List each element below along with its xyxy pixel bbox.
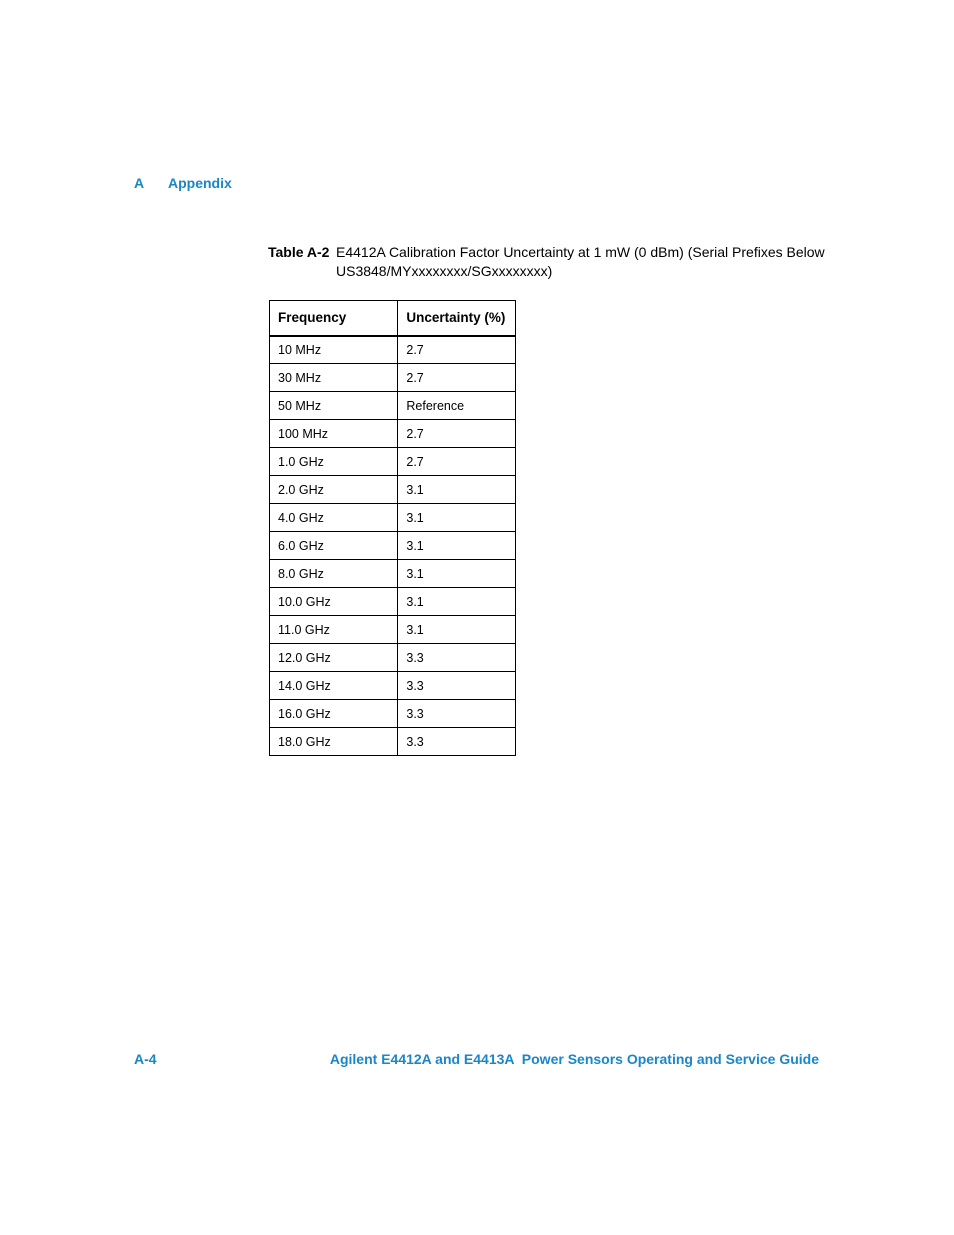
- uncertainty-cell: 3.1: [398, 588, 516, 616]
- uncertainty-cell: 3.3: [398, 672, 516, 700]
- frequency-cell: 50 MHz: [270, 392, 398, 420]
- table-body: [270, 336, 516, 756]
- table-row: [270, 644, 516, 672]
- uncertainty-cell: 2.7: [398, 448, 516, 476]
- table-title-line-1: E4412A Calibration Factor Uncertainty at 1 mW (0 dBm) (Serial Prefixes Below: [336, 244, 825, 260]
- frequency-cell: 14.0 GHz: [270, 672, 398, 700]
- uncertainty-cell: 2.7: [398, 364, 516, 392]
- table-title-line-2: US3848/MYxxxxxxxx/SGxxxxxxxx): [336, 263, 553, 279]
- column-header-uncertainty: Uncertainty (%): [398, 301, 516, 336]
- table-row: [270, 616, 516, 644]
- uncertainty-cell: 2.7: [398, 420, 516, 448]
- calibration-uncertainty-table: [269, 300, 516, 756]
- uncertainty-cell: Reference: [398, 392, 516, 420]
- table-number: Table A-2: [268, 244, 330, 260]
- uncertainty-cell: 3.3: [398, 728, 516, 756]
- table-row: [270, 504, 516, 532]
- table-row: [270, 728, 516, 756]
- uncertainty-cell: 3.3: [398, 644, 516, 672]
- table-row: [270, 560, 516, 588]
- frequency-cell: 100 MHz: [270, 420, 398, 448]
- frequency-cell: 10 MHz: [270, 336, 398, 364]
- table-row: [270, 448, 516, 476]
- frequency-cell: 2.0 GHz: [270, 476, 398, 504]
- frequency-cell: 4.0 GHz: [270, 504, 398, 532]
- frequency-cell: 30 MHz: [270, 364, 398, 392]
- table-row: [270, 420, 516, 448]
- page-number: A-4: [134, 1051, 157, 1067]
- table-row: [270, 672, 516, 700]
- document-title: Agilent E4412A and E4413A Power Sensors Operating and Service Guide: [329, 1051, 819, 1067]
- frequency-cell: 18.0 GHz: [270, 728, 398, 756]
- frequency-cell: 8.0 GHz: [270, 560, 398, 588]
- section-header: [134, 175, 232, 191]
- frequency-cell: 16.0 GHz: [270, 700, 398, 728]
- appendix-letter: A: [134, 175, 145, 191]
- uncertainty-cell: 3.3: [398, 700, 516, 728]
- frequency-cell: 1.0 GHz: [270, 448, 398, 476]
- table-row: [270, 364, 516, 392]
- uncertainty-cell: 2.7: [398, 336, 516, 364]
- table-row: [270, 532, 516, 560]
- frequency-cell: 6.0 GHz: [270, 532, 398, 560]
- table-row: [270, 700, 516, 728]
- uncertainty-cell: 3.1: [398, 476, 516, 504]
- table-row: [270, 392, 516, 420]
- uncertainty-cell: 3.1: [398, 560, 516, 588]
- uncertainty-cell: 3.1: [398, 504, 516, 532]
- table-row: [270, 476, 516, 504]
- column-header-frequency: Frequency: [270, 301, 398, 336]
- table-row: [270, 336, 516, 364]
- frequency-cell: 12.0 GHz: [270, 644, 398, 672]
- table-row: [270, 588, 516, 616]
- uncertainty-cell: 3.1: [398, 616, 516, 644]
- table-header-row: [270, 301, 516, 336]
- frequency-cell: 11.0 GHz: [270, 616, 398, 644]
- section-title: Appendix: [168, 175, 232, 191]
- table-caption: [268, 243, 828, 281]
- uncertainty-cell: 3.1: [398, 532, 516, 560]
- frequency-cell: 10.0 GHz: [270, 588, 398, 616]
